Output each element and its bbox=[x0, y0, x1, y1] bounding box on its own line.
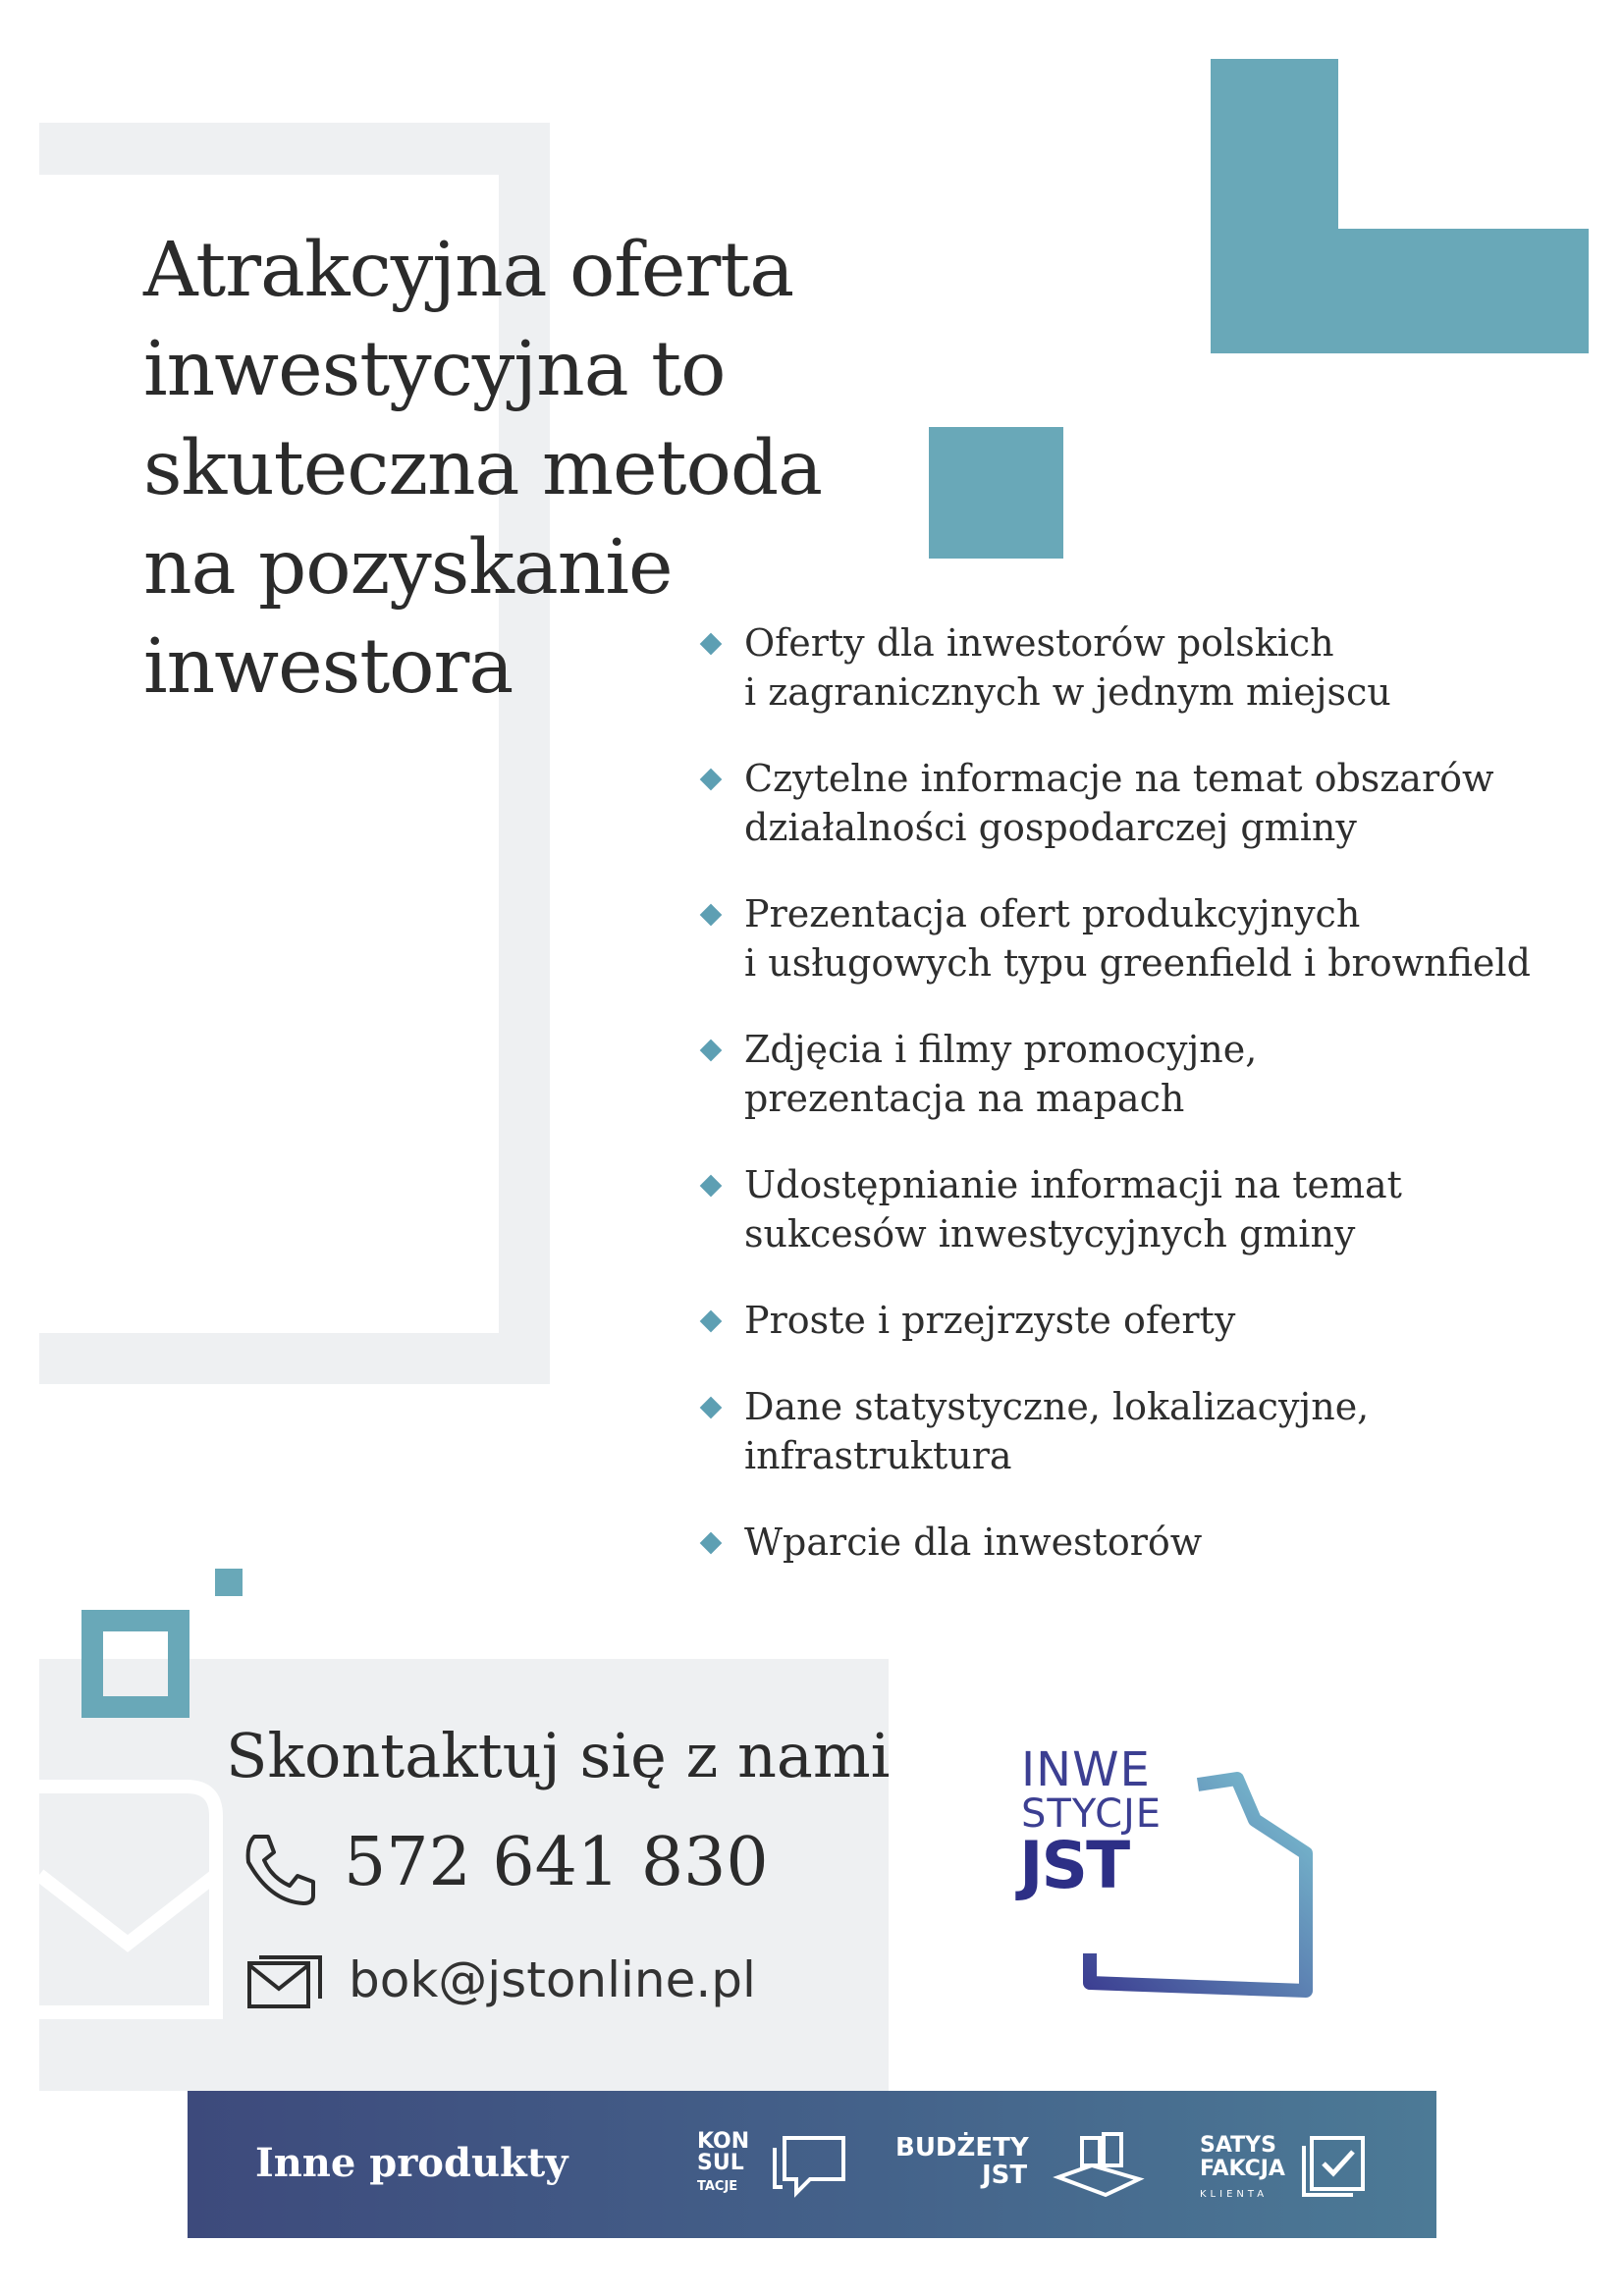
contact-title: Skontaktuj się z nami bbox=[226, 1720, 891, 1791]
phone-number[interactable]: 572 641 830 bbox=[344, 1824, 769, 1901]
logo-text: STYCJE bbox=[1021, 1791, 1163, 1837]
headline-line: na pozyskanie bbox=[143, 524, 673, 612]
product-text: KLIENTA bbox=[1200, 2189, 1269, 2200]
phone-icon bbox=[241, 1831, 319, 1909]
product-text: JST bbox=[982, 2161, 1028, 2190]
feature-item bbox=[695, 1382, 1579, 1480]
footer-title: Inne produkty bbox=[255, 2140, 568, 2186]
feature-item bbox=[695, 889, 1579, 988]
diamond-bullet-icon bbox=[700, 1532, 723, 1555]
product-text: FAKCJA bbox=[1200, 2157, 1285, 2181]
diamond-bullet-icon bbox=[700, 633, 723, 656]
feature-item bbox=[695, 754, 1579, 852]
feature-item bbox=[695, 1160, 1579, 1258]
decor-square-outline bbox=[81, 1610, 189, 1718]
feature-text: Zdjęcia i filmy promocyjne, prezentacja na mapach bbox=[744, 1028, 1258, 1120]
product-text: SATYS bbox=[1200, 2133, 1276, 2158]
product-budzety[interactable] bbox=[895, 2132, 1151, 2201]
checkbox-icon bbox=[1298, 2134, 1367, 2199]
feature-list bbox=[695, 618, 1579, 1604]
diamond-bullet-icon bbox=[700, 904, 723, 927]
product-satysfakcja[interactable] bbox=[1200, 2132, 1377, 2201]
diamond-bullet-icon bbox=[700, 1175, 723, 1198]
diamond-bullet-icon bbox=[700, 1397, 723, 1419]
headline-line: inwestycyjna to bbox=[143, 326, 726, 413]
headline-line: inwestora bbox=[143, 623, 514, 711]
diamond-bullet-icon bbox=[700, 1310, 723, 1333]
diamond-bullet-icon bbox=[700, 1040, 723, 1062]
feature-item bbox=[695, 1518, 1579, 1567]
logo-text: INWE bbox=[1021, 1742, 1151, 1797]
feature-text: Udostępnianie informacji na temat sukcesów inwestycyjnych gminy bbox=[744, 1163, 1402, 1255]
decor-square-small bbox=[215, 1569, 243, 1596]
headline-line: skuteczna metoda bbox=[143, 425, 823, 512]
feature-text: Wparcie dla inwestorów bbox=[744, 1521, 1203, 1564]
envelope-icon bbox=[245, 1953, 324, 2012]
product-text: SUL bbox=[697, 2151, 744, 2175]
decor-square-middle bbox=[929, 427, 1063, 559]
feature-item bbox=[695, 1296, 1579, 1345]
feature-text: Proste i przejrzyste oferty bbox=[744, 1299, 1236, 1342]
money-icon bbox=[1053, 2132, 1146, 2201]
product-konsultacje[interactable] bbox=[697, 2129, 854, 2201]
feature-text: Prezentacja ofert produkcyjnych i usługowych typu greenfield i brownfield bbox=[744, 892, 1531, 985]
feature-text: Oferty dla inwestorów polskich i zagranicznych w jednym miejscu bbox=[744, 621, 1391, 714]
product-text: TACJE bbox=[697, 2179, 738, 2194]
product-text: KON bbox=[697, 2129, 750, 2154]
product-text: BUDŻETY bbox=[895, 2133, 1029, 2163]
feature-text: Dane statystyczne, lokalizacyjne, infrastruktura bbox=[744, 1385, 1370, 1477]
diamond-bullet-icon bbox=[700, 769, 723, 791]
logo-text: JST bbox=[1019, 1828, 1129, 1903]
headline-line: Atrakcyjna oferta bbox=[143, 227, 794, 314]
speech-bubble-icon bbox=[771, 2134, 849, 2199]
feature-item bbox=[695, 618, 1579, 717]
email-link[interactable]: bok@jstonline.pl bbox=[349, 1951, 756, 2008]
feature-item bbox=[695, 1025, 1579, 1123]
decor-square-top-wide bbox=[1211, 229, 1589, 353]
feature-text: Czytelne informacje na temat obszarów działalności gospodarczej gminy bbox=[744, 757, 1494, 849]
